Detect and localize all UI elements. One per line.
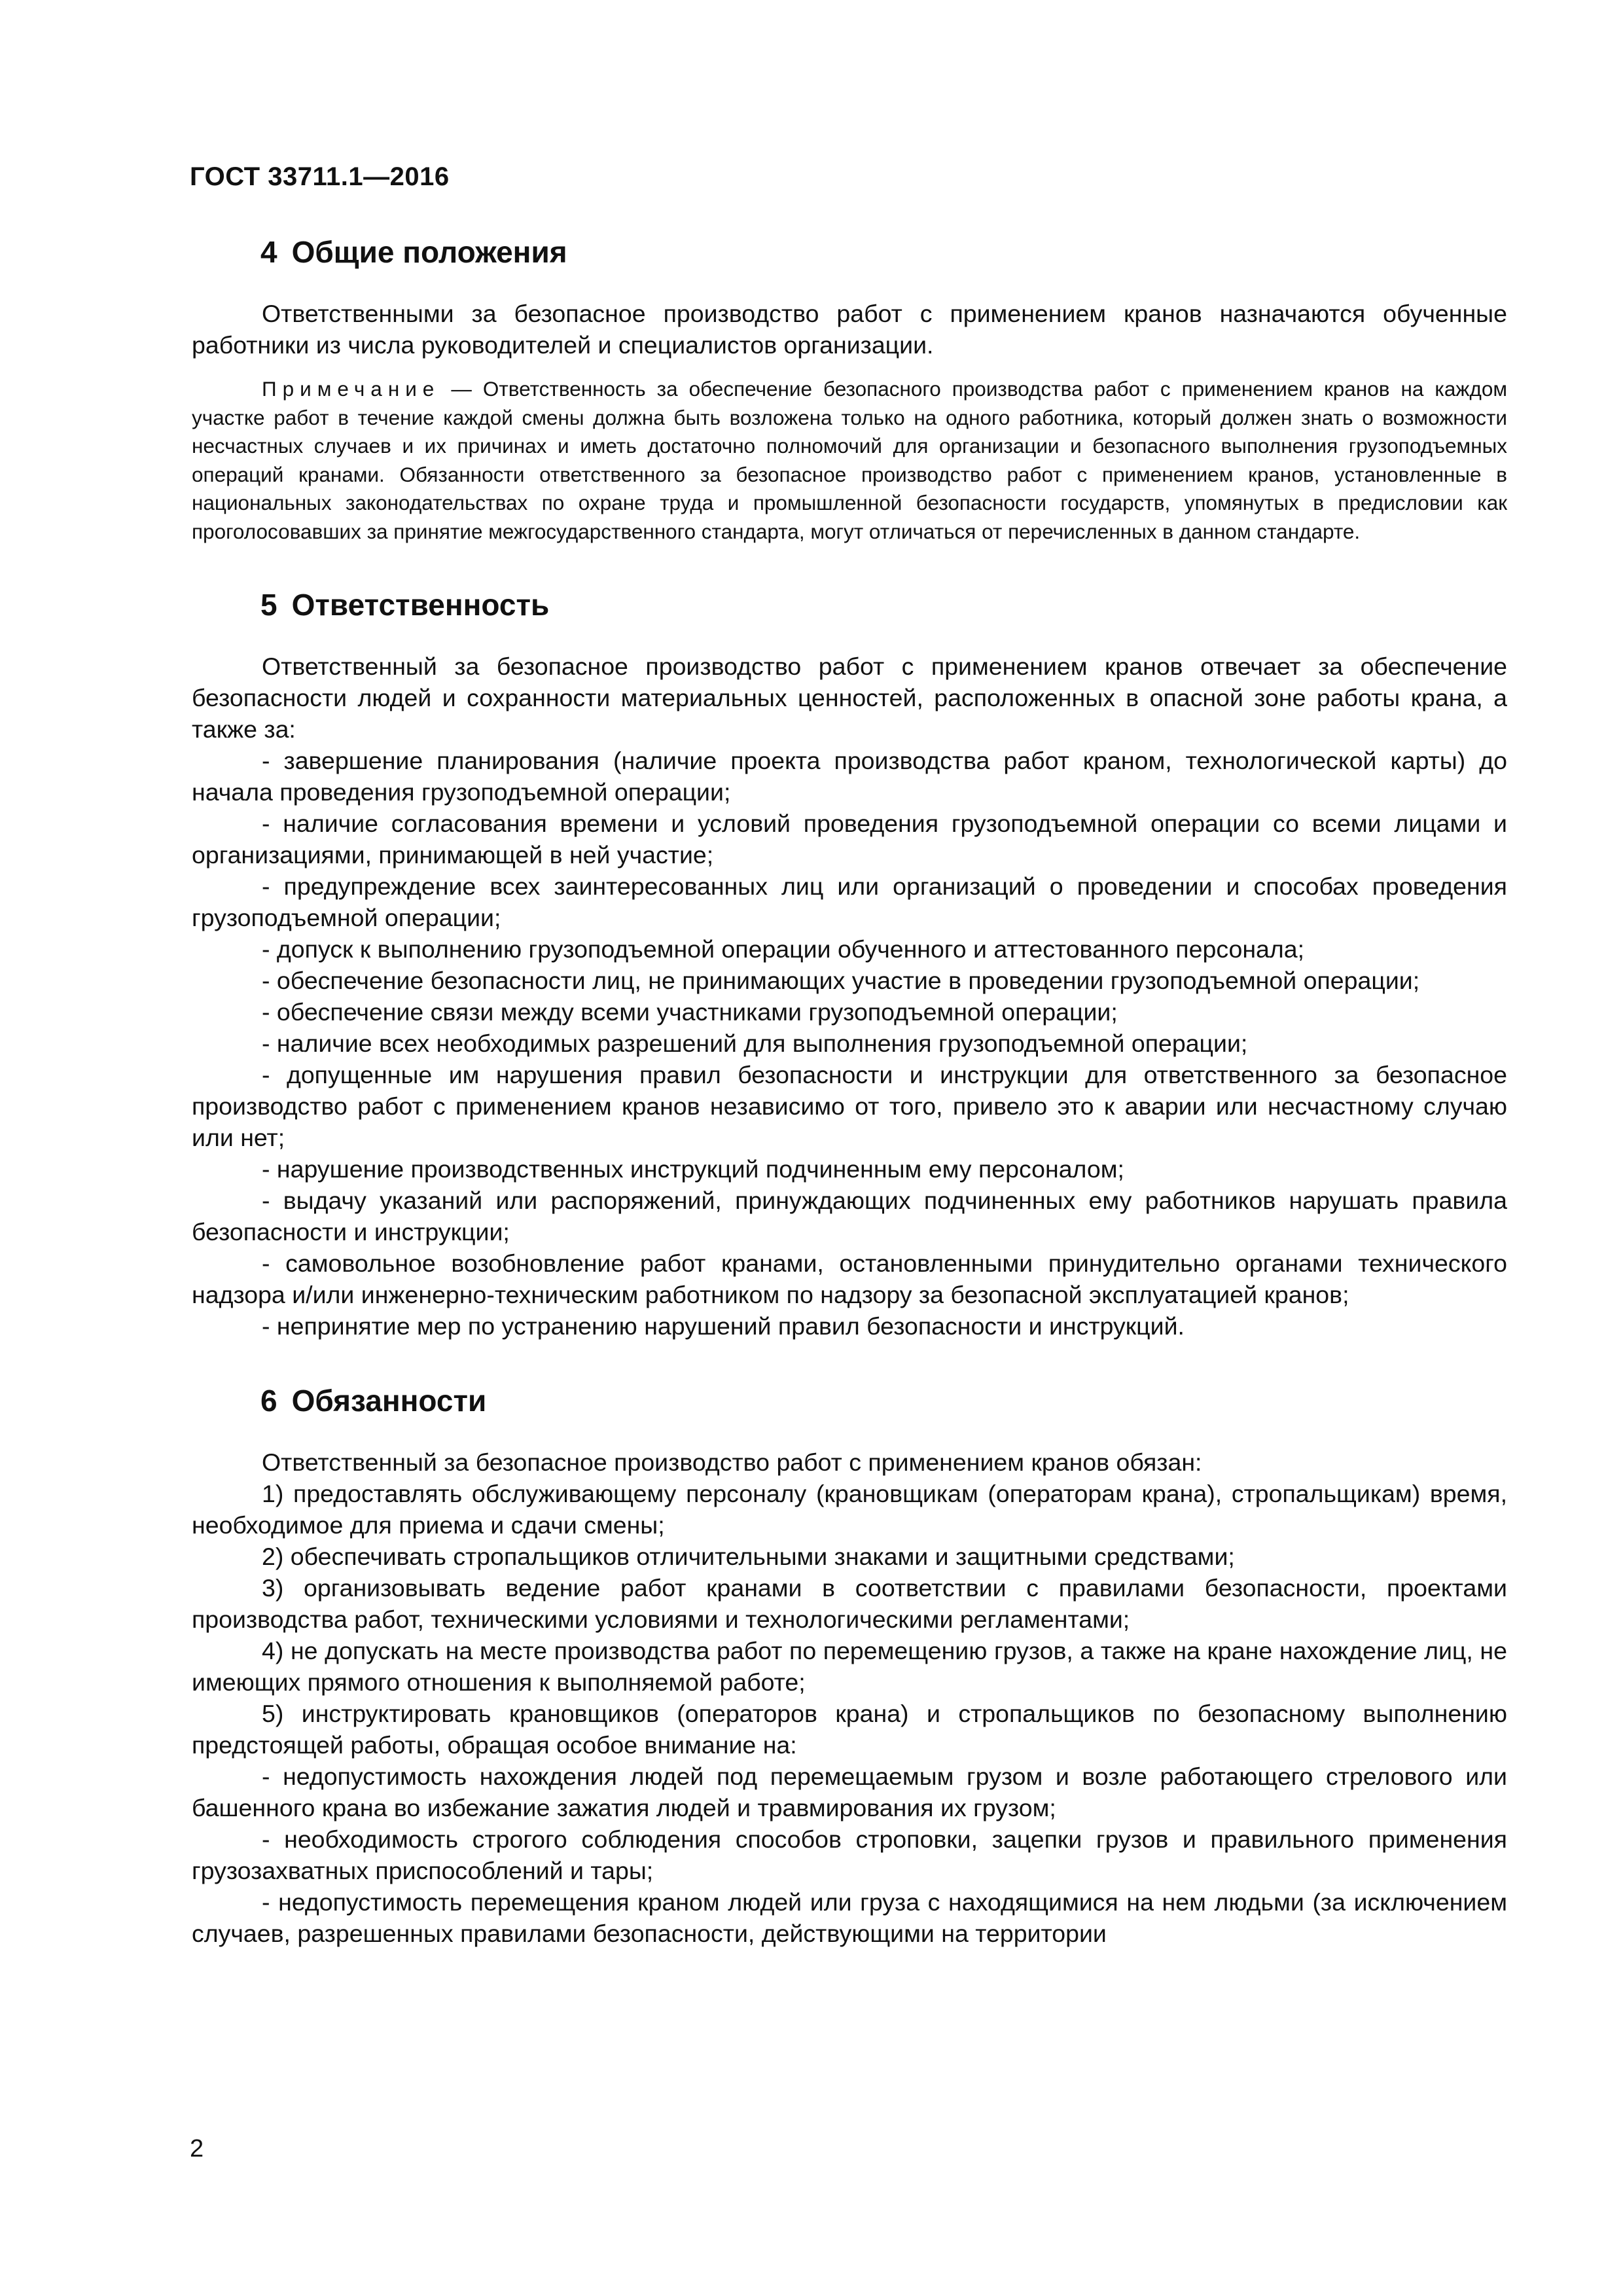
note-label: Примечание bbox=[262, 377, 440, 401]
section-responsibility bbox=[192, 585, 1507, 1342]
page-content bbox=[192, 232, 1507, 1949]
list-item: - нарушение производственных инструкций подчиненным ему персоналом; bbox=[262, 1155, 1124, 1183]
list-item: 4) не допускать на месте производства работ по перемещению грузов, а также на кране нахождение лиц, не имеющих прямого отношения к выполняемой работе; bbox=[192, 1637, 1507, 1696]
list-item: - недопустимость нахождения людей под перемещаемым грузом и возле работающего стрелового или башенного крана во избежание зажатия людей и травмирования их грузом; bbox=[192, 1763, 1507, 1821]
list-item: - наличие всех необходимых разрешений для выполнения грузоподъемной операции; bbox=[262, 1030, 1248, 1057]
section-title: Ответственность bbox=[291, 588, 550, 622]
section-title: Обязанности bbox=[291, 1384, 487, 1418]
list-item: - наличие согласования времени и условий проведения грузоподъемной операции со всеми лицами и организациями, принимающей в ней участие; bbox=[192, 810, 1507, 869]
list-item: - обеспечение связи между всеми участниками грузоподъемной операции; bbox=[262, 998, 1118, 1026]
list-item: - предупреждение всех заинтересованных лиц или организаций о проведении и способах проведения грузоподъемной операции; bbox=[192, 872, 1507, 931]
section-duties bbox=[192, 1381, 1507, 1949]
list-item: - необходимость строгого соблюдения способов строповки, зацепки грузов и правильного применения грузозахватных приспособлений и тары; bbox=[192, 1825, 1507, 1884]
section-heading bbox=[192, 1381, 1507, 1420]
section-intro: Ответственный за безопасное производство работ с применением кранов отвечает за обеспечение безопасности людей и сохранности материальных ценностей, расположенных в опасной зоне работы крана, а также за: bbox=[192, 653, 1507, 743]
section-heading bbox=[192, 232, 1507, 272]
list-item: - обеспечение безопасности лиц, не принимающих участие в проведении грузоподъемной операции; bbox=[262, 967, 1420, 994]
section-general-provisions bbox=[192, 232, 1507, 546]
list-item: - завершение планирования (наличие проекта производства работ краном, технологической карты) до начала проведения грузоподъемной операции; bbox=[192, 747, 1507, 806]
list-item: - недопустимость перемещения краном людей или груза с находящимися на нем людьми (за исключением случаев, разрешенных правилами безопасности, действующими на территории bbox=[192, 1888, 1507, 1947]
section-number: 4 bbox=[260, 235, 277, 269]
section-title: Общие положения bbox=[291, 235, 567, 269]
section-number: 6 bbox=[260, 1384, 277, 1418]
note-text: — Ответственность за обеспечение безопасного производства работ с применением кранов на каждом участке работ в течение каждой смены должна быть возложена только на одного работника, который должен знать о возможности несчастных случаев и их причинах и иметь достаточно полномочий для организации и безопасного выполнения грузоподъемных операций кранами. Обязанности ответственного за безопасное производство работ с применением кранов, установленные в национальных законодательствах по охране труда и промышленной безопасности государств, упомянутых в предисловии как проголосовавших за принятие межгосударственного стандарта, могут отличаться от перечисленных в данном стандарте. bbox=[192, 377, 1507, 543]
section-heading bbox=[192, 585, 1507, 624]
list-item: 2) обеспечивать стропальщиков отличительными знаками и защитными средствами; bbox=[262, 1543, 1235, 1570]
document-header: ГОСТ 33711.1—2016 bbox=[190, 162, 450, 191]
list-item: - выдачу указаний или распоряжений, принуждающих подчиненных ему работников нарушать правила безопасности и инструкции; bbox=[192, 1187, 1507, 1246]
note bbox=[192, 375, 1507, 546]
list-item: - самовольное возобновление работ кранами, остановленными принудительно органами технического надзора и/или инженерно-техническим работником по надзору за безопасной эксплуатацией кранов; bbox=[192, 1249, 1507, 1308]
page-number: 2 bbox=[190, 2135, 204, 2162]
section-intro: Ответственный за безопасное производство работ с применением кранов обязан: bbox=[262, 1448, 1202, 1476]
list-item: - непринятие мер по устранению нарушений правил безопасности и инструкций. bbox=[262, 1312, 1185, 1340]
section-number: 5 bbox=[260, 588, 277, 622]
list-item: 5) инструктировать крановщиков (операторов крана) и стропальщиков по безопасному выполнению предстоящей работы, обращая особое внимание на: bbox=[192, 1700, 1507, 1759]
list-item: - допущенные им нарушения правил безопасности и инструкции для ответственного за безопасное производство работ с применением кранов независимо от того, привело это к аварии или несчастному случаю или нет; bbox=[192, 1061, 1507, 1151]
list-item: 1) предоставлять обслуживающему персоналу (крановщикам (операторам крана), стропальщикам) время, необходимое для приема и сдачи смены; bbox=[192, 1480, 1507, 1539]
paragraph: Ответственными за безопасное производство работ с применением кранов назначаются обученные работники из числа руководителей и специалистов организации. bbox=[192, 300, 1507, 359]
list-item: - допуск к выполнению грузоподъемной операции обученного и аттестованного персонала; bbox=[262, 935, 1305, 963]
list-item: 3) организовывать ведение работ кранами в соответствии с правилами безопасности, проектами производства работ, техническими условиями и технологическими регламентами; bbox=[192, 1574, 1507, 1633]
